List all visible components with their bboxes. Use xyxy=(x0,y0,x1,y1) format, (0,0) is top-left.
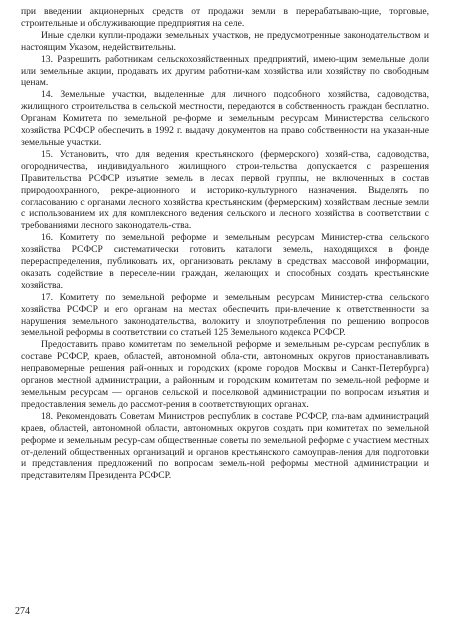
paragraph-invalid-transactions: Иные сделки купли-продажи земельных участков, не предусмотренные законодательством и настоящим Указом, недействительны. xyxy=(21,29,429,53)
paragraph-17: 17. Комитету по земельной реформе и земельным ресурсам Министер-ства сельского хозяйства РСФСР и его органам на местах обеспечить при-влечение к ответственности за нарушения земельного законодательства, волокиту и злоупотребления по решению вопросов земельной реформы в соответствии со статьей 125 Земельного кодекса РСФСР. xyxy=(21,291,429,339)
page-number: 274 xyxy=(15,606,30,617)
paragraph-continuation: при введении акционерных средств от продажи земли в перерабатываю-щие, торговые, строительные и обслуживающие предприятия на селе. xyxy=(21,6,429,29)
paragraph-13: 13. Разрешить работникам сельскохозяйственных предприятий, имею-щим земельные доли или земельные акции, продавать их другим работни-кам хозяйства или хозяйству по свободным ценам. xyxy=(21,53,429,89)
paragraph-14: 14. Земельные участки, выделенные для личного подсобного хозяйства, садоводства, жилищного строительства в сельской местности, передаются в собственность граждан бесплатно. Органам Комитета по земельной ре-форме и земельным ресурсам Министерства сельского хозяйства РСФСР обеспечить в 1992 г. выдачу документов на право собственности на указан-ные земельные участки. xyxy=(21,89,429,148)
document-page xyxy=(21,6,429,586)
paragraph-16: 16. Комитету по земельной реформе и земельным ресурсам Министер-ства сельского хозяйства РСФСР систематически готовить каталоги земель, находящихся в фонде перераспределения, публиковать их, организовать рекламу в средствах массовой информации, оказать содействие в переселе-нии граждан, желающих и способных создать крестьянские хозяйства. xyxy=(21,232,429,291)
paragraph-15: 15. Установить, что для ведения крестьянского (фермерского) хозяй-ства, садоводства, огородничества, индивидуального жилищного строи-тельства допускается с разрешения Правительства РСФСР изъятие земель в лесах первой группы, не включенных в состав природоохранного, рекре-ационного и историко-культурного назначения. Выделять по согласованию с органами лесного хозяйства крестьянским (фермерским) хозяйствам лесные земли с использованием их для комплексного ведения сельского и лесного хозяйства в соответствии с требованиями лесного законодатель-ства. xyxy=(21,148,429,232)
paragraph-18: 18. Рекомендовать Советам Министров республик в составе РСФСР, гла-вам администраций краев, областей, автономной области, автономных округов создать при комитетах по земельной реформе и земельным ресур-сам общественные советы по земельной реформе с участием местных от-делений общественных организаций и органов крестьянского самоуправ-ления для подготовки и представления предложений по вопросам земель-ной реформы местной администрации и представителям Президента РСФСР. xyxy=(21,410,429,482)
paragraph-17-continued: Предоставить право комитетам по земельной реформе и земельным ре-сурсам республик в составе РСФСР, краев, областей, автономной обла-сти, автономных округов приостанавливать неправомерные решения рай-онных и городских (кроме городов Москвы и Санкт-Петербурга) органов местной администрации, а районным и городским комитетам по земель-ной реформе и земельным ресурсам — органов сельской и поселковой администрации по вопросам изъятия и предоставления земель до рассмот-рения в соответствующих органах. xyxy=(21,339,429,410)
